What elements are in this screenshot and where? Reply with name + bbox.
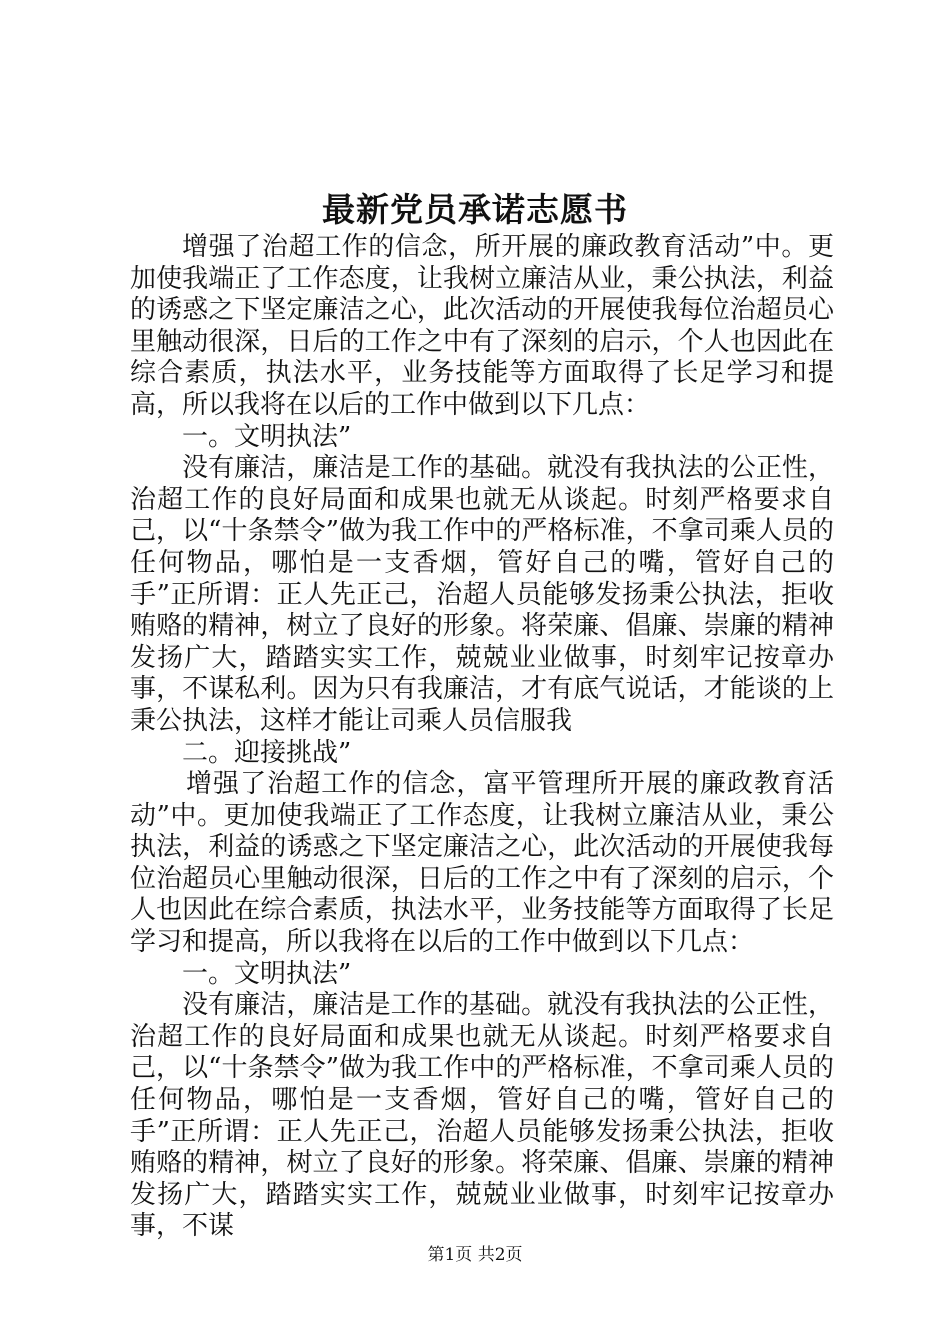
paragraph-intro: 增强了治超工作的信念，所开展的廉政教育活动”中。更加使我端正了工作态度，让我树立廉洁从业，秉公执法，利益的诱惑之下坚定廉洁之心，此次活动的开展使我每位治超员心里触动很深，日后的工作之中有了深刻的启示，个人也因此在综合素质，执法水平，业务技能等方面取得了长足学习和提高，所以我将在以后的工作中做到以下几点：: [130, 232, 834, 420]
section-heading-1-repeat: 一。文明执法”: [182, 958, 352, 989]
page-number-footer: 第1页 共2页: [427, 1245, 523, 1265]
document-body: [130, 232, 834, 1243]
section-heading-2: 二。迎接挑战”: [182, 737, 352, 768]
document-title: 最新党员承诺志愿书: [322, 190, 628, 229]
section-heading-1: 一。文明执法”: [182, 421, 352, 452]
paragraph-section-1: 没有廉洁，廉洁是工作的基础。就没有我执法的公正性，治超工作的良好局面和成果也就无从谈起。时刻严格要求自己，以“十条禁令”做为我工作中的严格标准，不拿司乘人员的任何物品，哪怕是一支香烟，管好自己的嘴，管好自己的手”正所谓：正人先正己，治超人员能够发扬秉公执法，拒收贿赂的精神，树立了良好的形象。将荣廉、倡廉、崇廉的精神发扬广大，踏踏实实工作，兢兢业业做事，时刻牢记按章办事，不谋私利。因为只有我廉洁，才有底气说话，才能谈的上秉公执法，这样才能让司乘人员信服我: [130, 453, 834, 736]
paragraph-repeat-intro: 增强了治超工作的信念，富平管理所开展的廉政教育活动”中。更加使我端正了工作态度，让我树立廉洁从业，秉公执法，利益的诱惑之下坚定廉洁之心，此次活动的开展使我每位治超员心里触动很深，日后的工作之中有了深刻的启示，个人也因此在综合素质，执法水平，业务技能等方面取得了长足学习和提高，所以我将在以后的工作中做到以下几点：: [130, 769, 834, 958]
paragraph-section-1-repeat: 没有廉洁，廉洁是工作的基础。就没有我执法的公正性，治超工作的良好局面和成果也就无从谈起。时刻严格要求自己，以“十条禁令”做为我工作中的严格标准，不拿司乘人员的任何物品，哪怕是一支香烟，管好自己的嘴，管好自己的手”正所谓：正人先正己，治超人员能够发扬秉公执法，拒收贿赂的精神，树立了良好的形象。将荣廉、倡廉、崇廉的精神发扬广大，踏踏实实工作，兢兢业业做事，时刻牢记按章办事，不谋: [130, 990, 834, 1242]
